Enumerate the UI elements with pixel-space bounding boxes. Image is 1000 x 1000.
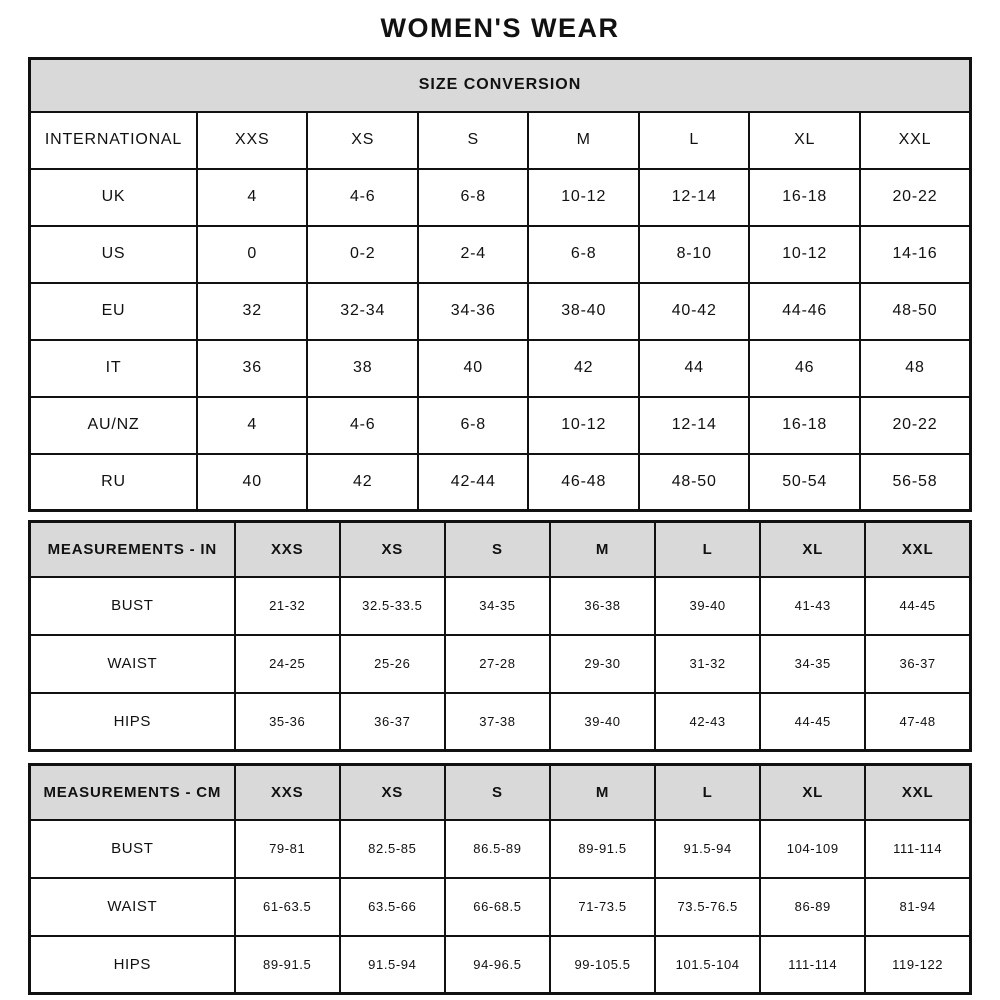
size-value-cell: 0 (197, 226, 307, 283)
measurement-value-cell: 66-68.5 (445, 878, 550, 936)
column-header-cell: XS (340, 765, 445, 820)
column-header-cell: XS (340, 522, 445, 577)
measurement-value-cell: 91.5-94 (340, 936, 445, 994)
measurement-value-cell: 73.5-76.5 (655, 878, 760, 936)
size-value-cell: 44 (639, 340, 749, 397)
column-header-cell: INTERNATIONAL (30, 112, 198, 169)
column-header-cell: XL (760, 765, 865, 820)
row-label: WAIST (30, 635, 235, 693)
size-value-cell: 38-40 (528, 283, 638, 340)
measurement-value-cell: 94-96.5 (445, 936, 550, 994)
column-header-cell: XL (749, 112, 859, 169)
size-value-cell: 20-22 (860, 169, 971, 226)
row-label: BUST (30, 820, 235, 878)
table-row (30, 226, 971, 283)
table-row (30, 635, 971, 693)
measurement-value-cell: 86-89 (760, 878, 865, 936)
size-value-cell: 56-58 (860, 454, 971, 511)
measurement-value-cell: 36-37 (865, 635, 970, 693)
row-label: HIPS (30, 936, 235, 994)
measurement-value-cell: 101.5-104 (655, 936, 760, 994)
size-value-cell: 8-10 (639, 226, 749, 283)
size-value-cell: 12-14 (639, 397, 749, 454)
size-value-cell: 48 (860, 340, 971, 397)
row-label: WAIST (30, 878, 235, 936)
measurement-value-cell: 111-114 (760, 936, 865, 994)
measurement-value-cell: 81-94 (865, 878, 970, 936)
column-header-cell: S (418, 112, 528, 169)
page-title: WOMEN'S WEAR (380, 13, 620, 43)
size-value-cell: 42 (307, 454, 417, 511)
measurement-value-cell: 47-48 (865, 693, 970, 751)
size-value-cell: 34-36 (418, 283, 528, 340)
measurement-value-cell: 44-45 (760, 693, 865, 751)
measurement-value-cell: 25-26 (340, 635, 445, 693)
measurement-value-cell: 61-63.5 (235, 878, 340, 936)
table-row (30, 878, 971, 936)
table-band-row (30, 59, 971, 112)
measurement-value-cell: 79-81 (235, 820, 340, 878)
column-header-row (30, 112, 971, 169)
measurements-cm-header: MEASUREMENTS - CM (30, 765, 235, 820)
table-row (30, 169, 971, 226)
column-header-cell: S (445, 522, 550, 577)
column-header-row (30, 765, 971, 820)
row-label: AU/NZ (30, 397, 198, 454)
size-value-cell: 4 (197, 169, 307, 226)
size-value-cell: 4-6 (307, 397, 417, 454)
measurement-value-cell: 31-32 (655, 635, 760, 693)
measurement-value-cell: 91.5-94 (655, 820, 760, 878)
size-value-cell: 6-8 (528, 226, 638, 283)
column-header-cell: XXS (235, 522, 340, 577)
column-header-cell: XXL (860, 112, 971, 169)
measurement-value-cell: 36-38 (550, 577, 655, 635)
measurement-value-cell: 42-43 (655, 693, 760, 751)
measurements-cm-table (28, 763, 972, 995)
size-value-cell: 12-14 (639, 169, 749, 226)
size-value-cell: 40 (197, 454, 307, 511)
measurement-value-cell: 44-45 (865, 577, 970, 635)
column-header-cell: L (639, 112, 749, 169)
row-label: US (30, 226, 198, 283)
table-row (30, 577, 971, 635)
column-header-cell: M (528, 112, 638, 169)
size-value-cell: 10-12 (528, 169, 638, 226)
column-header-cell: XL (760, 522, 865, 577)
column-header-cell: XXL (865, 522, 970, 577)
measurement-value-cell: 39-40 (550, 693, 655, 751)
column-header-cell: XS (307, 112, 417, 169)
table-row (30, 693, 971, 751)
size-value-cell: 40-42 (639, 283, 749, 340)
row-label: BUST (30, 577, 235, 635)
measurement-value-cell: 36-37 (340, 693, 445, 751)
measurement-value-cell: 39-40 (655, 577, 760, 635)
measurement-value-cell: 27-28 (445, 635, 550, 693)
measurement-value-cell: 34-35 (760, 635, 865, 693)
row-label: EU (30, 283, 198, 340)
column-header-cell: XXL (865, 765, 970, 820)
measurement-value-cell: 82.5-85 (340, 820, 445, 878)
size-value-cell: 16-18 (749, 397, 859, 454)
size-value-cell: 38 (307, 340, 417, 397)
row-label: UK (30, 169, 198, 226)
size-value-cell: 20-22 (860, 397, 971, 454)
measurement-value-cell: 104-109 (760, 820, 865, 878)
size-value-cell: 48-50 (860, 283, 971, 340)
column-header-row (30, 522, 971, 577)
measurement-value-cell: 29-30 (550, 635, 655, 693)
size-value-cell: 40 (418, 340, 528, 397)
row-label: RU (30, 454, 198, 511)
size-value-cell: 10-12 (749, 226, 859, 283)
size-value-cell: 32-34 (307, 283, 417, 340)
size-conversion-table (28, 57, 972, 512)
column-header-cell: XXS (197, 112, 307, 169)
row-label: IT (30, 340, 198, 397)
column-header-cell: L (655, 522, 760, 577)
size-value-cell: 4-6 (307, 169, 417, 226)
size-value-cell: 16-18 (749, 169, 859, 226)
column-header-cell: M (550, 765, 655, 820)
table-row (30, 454, 971, 511)
row-label: HIPS (30, 693, 235, 751)
measurement-value-cell: 63.5-66 (340, 878, 445, 936)
measurement-value-cell: 41-43 (760, 577, 865, 635)
measurement-value-cell: 24-25 (235, 635, 340, 693)
size-value-cell: 2-4 (418, 226, 528, 283)
measurement-value-cell: 111-114 (865, 820, 970, 878)
measurement-value-cell: 89-91.5 (235, 936, 340, 994)
measurement-value-cell: 71-73.5 (550, 878, 655, 936)
table-row (30, 283, 971, 340)
measurement-value-cell: 37-38 (445, 693, 550, 751)
size-value-cell: 48-50 (639, 454, 749, 511)
table-row (30, 936, 971, 994)
size-value-cell: 14-16 (860, 226, 971, 283)
size-value-cell: 44-46 (749, 283, 859, 340)
column-header-cell: XXS (235, 765, 340, 820)
measurement-value-cell: 99-105.5 (550, 936, 655, 994)
size-value-cell: 10-12 (528, 397, 638, 454)
measurement-value-cell: 89-91.5 (550, 820, 655, 878)
measurement-value-cell: 119-122 (865, 936, 970, 994)
table-row (30, 397, 971, 454)
size-value-cell: 32 (197, 283, 307, 340)
table-row (30, 820, 971, 878)
column-header-cell: L (655, 765, 760, 820)
size-value-cell: 4 (197, 397, 307, 454)
size-guide-page (28, 0, 972, 995)
measurements-in-header: MEASUREMENTS - IN (30, 522, 235, 577)
size-value-cell: 46-48 (528, 454, 638, 511)
size-conversion-header: SIZE CONVERSION (30, 59, 971, 112)
measurement-value-cell: 34-35 (445, 577, 550, 635)
size-value-cell: 36 (197, 340, 307, 397)
size-value-cell: 0-2 (307, 226, 417, 283)
size-value-cell: 46 (749, 340, 859, 397)
measurement-value-cell: 32.5-33.5 (340, 577, 445, 635)
column-header-cell: M (550, 522, 655, 577)
size-value-cell: 42 (528, 340, 638, 397)
size-value-cell: 6-8 (418, 397, 528, 454)
table-row (30, 340, 971, 397)
measurement-value-cell: 21-32 (235, 577, 340, 635)
column-header-cell: S (445, 765, 550, 820)
measurement-value-cell: 35-36 (235, 693, 340, 751)
measurement-value-cell: 86.5-89 (445, 820, 550, 878)
size-value-cell: 42-44 (418, 454, 528, 511)
measurements-in-table (28, 520, 972, 752)
size-value-cell: 50-54 (749, 454, 859, 511)
size-value-cell: 6-8 (418, 169, 528, 226)
